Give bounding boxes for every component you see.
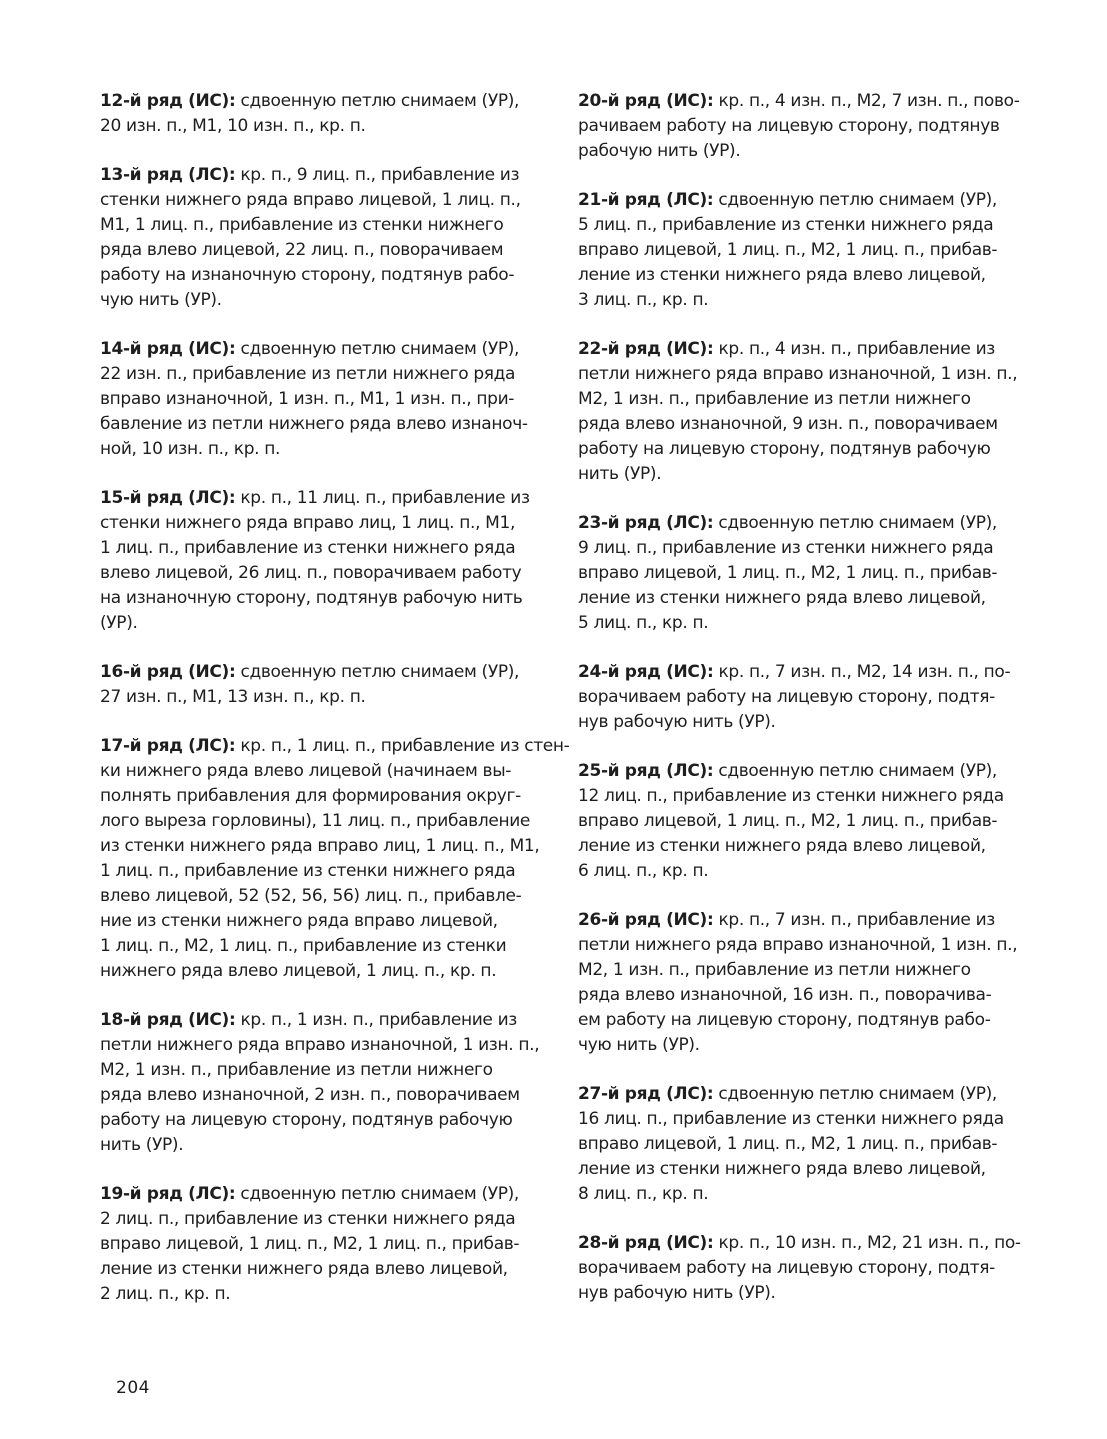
instruction-line	[578, 859, 1038, 884]
instruction-line	[100, 238, 555, 263]
row-text: (УР).	[100, 613, 138, 633]
row-text: работу на лицевую сторону, подтянув рабочую	[100, 1110, 513, 1130]
row-label: 24-й ряд (ИС):	[578, 662, 714, 682]
row-text: ряда влево лицевой, 22 лиц. п., поворачиваем	[100, 240, 504, 260]
row-instruction	[578, 188, 1038, 313]
instruction-line	[100, 784, 555, 809]
instruction-line	[578, 188, 1038, 213]
row-text: бавление из петли нижнего ряда влево изнаноч-	[100, 414, 528, 434]
row-text: 27 изн. п., М1, 13 изн. п., кр. п.	[100, 687, 366, 707]
row-instruction	[100, 1008, 555, 1158]
instruction-line	[578, 536, 1038, 561]
row-instruction	[578, 759, 1038, 884]
page-number: 204	[116, 1378, 150, 1398]
row-text: чую нить (УР).	[100, 290, 222, 310]
instruction-line	[578, 114, 1038, 139]
instruction-line	[578, 660, 1038, 685]
left-column	[100, 89, 570, 1331]
row-text: ной, 10 изн. п., кр. п.	[100, 439, 281, 459]
instruction-line	[100, 213, 555, 238]
row-text: петли нижнего ряда вправо изнаночной, 1 изн. п.,	[578, 935, 1018, 955]
instruction-line	[100, 1207, 555, 1232]
row-text: вправо лицевой, 1 лиц. п., М2, 1 лиц. п., прибав-	[578, 1134, 998, 1154]
instruction-line	[578, 710, 1038, 735]
row-text: 20 изн. п., М1, 10 изн. п., кр. п.	[100, 116, 366, 136]
instruction-line	[100, 959, 555, 984]
row-text: ление из стенки нижнего ряда влево лицевой,	[578, 588, 986, 608]
row-instruction	[100, 163, 555, 313]
instruction-line	[100, 809, 555, 834]
row-text: петли нижнего ряда вправо изнаночной, 1 изн. п.,	[100, 1035, 540, 1055]
row-text: ки нижнего ряда влево лицевой (начинаем вы-	[100, 761, 512, 781]
instruction-line	[578, 809, 1038, 834]
row-label: 15-й ряд (ЛС):	[100, 488, 236, 508]
row-label: 22-й ряд (ИС):	[578, 339, 714, 359]
row-instruction	[100, 337, 555, 462]
row-text: 12 лиц. п., прибавление из стенки нижнего ряда	[578, 786, 1004, 806]
row-text: сдвоенную петлю снимаем (УР),	[235, 91, 520, 111]
instruction-line	[578, 1008, 1038, 1033]
instruction-line	[578, 1182, 1038, 1207]
row-instruction	[578, 337, 1038, 487]
row-instruction	[578, 1082, 1038, 1207]
instruction-line	[100, 1108, 555, 1133]
row-label: 20-й ряд (ИС):	[578, 91, 714, 111]
row-text: ем работу на лицевую сторону, подтянув рабо-	[578, 1010, 991, 1030]
instruction-line	[100, 362, 555, 387]
instruction-line	[578, 1231, 1038, 1256]
row-text: кр. п., 7 изн. п., прибавление из	[713, 910, 995, 930]
instruction-line	[100, 859, 555, 884]
row-label: 28-й ряд (ИС):	[578, 1233, 714, 1253]
instruction-line	[100, 89, 555, 114]
row-text: вправо изнаночной, 1 изн. п., М1, 1 изн. п., при-	[100, 389, 515, 409]
instruction-line	[578, 437, 1038, 462]
instruction-line	[578, 561, 1038, 586]
instruction-line	[100, 511, 555, 536]
instruction-line	[578, 611, 1038, 636]
row-text: нить (УР).	[100, 1135, 184, 1155]
row-instruction	[100, 486, 555, 636]
instruction-line	[578, 238, 1038, 263]
row-text: из стенки нижнего ряда вправо лиц, 1 лиц. п., М1,	[100, 836, 540, 856]
row-label: 14-й ряд (ИС):	[100, 339, 236, 359]
instruction-line	[578, 685, 1038, 710]
row-text: 2 лиц. п., кр. п.	[100, 1284, 231, 1304]
instruction-line	[100, 1083, 555, 1108]
row-text: сдвоенную петлю снимаем (УР),	[713, 1084, 997, 1104]
instruction-line	[100, 909, 555, 934]
row-label: 17-й ряд (ЛС):	[100, 736, 236, 756]
row-text: стенки нижнего ряда вправо лицевой, 1 лиц. п.,	[100, 190, 521, 210]
row-text: 1 лиц. п., прибавление из стенки нижнего ряда	[100, 538, 516, 558]
row-instruction	[100, 89, 555, 139]
row-text: 16 лиц. п., прибавление из стенки нижнего ряда	[578, 1109, 1004, 1129]
row-label: 13-й ряд (ЛС):	[100, 165, 236, 185]
row-label: 18-й ряд (ИС):	[100, 1010, 236, 1030]
row-label: 26-й ряд (ИС):	[578, 910, 714, 930]
row-text: чую нить (УР).	[578, 1035, 700, 1055]
instruction-line	[578, 89, 1038, 114]
instruction-line	[100, 337, 555, 362]
instruction-line	[578, 908, 1038, 933]
row-text: кр. п., 9 лиц. п., прибавление из	[235, 165, 520, 185]
row-text: рачиваем работу на лицевую сторону, подтянув	[578, 116, 1000, 136]
row-text: полнять прибавления для формирования округ-	[100, 786, 521, 806]
row-text: вправо лицевой, 1 лиц. п., М2, 1 лиц. п., прибав-	[100, 1234, 520, 1254]
instruction-line	[100, 1058, 555, 1083]
row-text: ряда влево изнаночной, 2 изн. п., поворачиваем	[100, 1085, 520, 1105]
row-text: сдвоенную петлю снимаем (УР),	[235, 339, 520, 359]
instruction-line	[100, 934, 555, 959]
row-label: 21-й ряд (ЛС):	[578, 190, 714, 210]
row-label: 23-й ряд (ЛС):	[578, 513, 714, 533]
row-text: вправо лицевой, 1 лиц. п., М2, 1 лиц. п., прибав-	[578, 811, 998, 831]
row-text: кр. п., 4 изн. п., М2, 7 изн. п., пово-	[713, 91, 1020, 111]
row-instruction	[578, 908, 1038, 1058]
instruction-line	[578, 1281, 1038, 1306]
instruction-line	[100, 759, 555, 784]
instruction-line	[578, 759, 1038, 784]
row-instruction	[578, 511, 1038, 636]
row-text: кр. п., 10 изн. п., М2, 21 изн. п., по-	[713, 1233, 1021, 1253]
row-text: сдвоенную петлю снимаем (УР),	[235, 1184, 519, 1204]
instruction-line	[578, 1107, 1038, 1132]
instruction-line	[100, 561, 555, 586]
instruction-line	[578, 958, 1038, 983]
instruction-line	[100, 1282, 555, 1307]
right-column	[578, 89, 1038, 1330]
instruction-line	[578, 1157, 1038, 1182]
row-text: на изнаночную сторону, подтянув рабочую нить	[100, 588, 523, 608]
row-text: 3 лиц. п., кр. п.	[578, 290, 709, 310]
row-text: ние из стенки нижнего ряда вправо лицевой,	[100, 911, 498, 931]
instruction-line	[578, 462, 1038, 487]
row-text: 1 лиц. п., прибавление из стенки нижнего ряда	[100, 861, 516, 881]
instruction-line	[578, 362, 1038, 387]
instruction-line	[100, 734, 570, 759]
row-instruction	[578, 89, 1038, 164]
instruction-line	[578, 263, 1038, 288]
row-label: 19-й ряд (ЛС):	[100, 1184, 236, 1204]
row-text: петли нижнего ряда вправо изнаночной, 1 изн. п.,	[578, 364, 1018, 384]
row-text: 5 лиц. п., прибавление из стенки нижнего ряда	[578, 215, 994, 235]
instruction-line	[100, 387, 555, 412]
instruction-line	[100, 114, 555, 139]
row-text: сдвоенную петлю снимаем (УР),	[713, 761, 997, 781]
instruction-line	[578, 288, 1038, 313]
row-text: кр. п., 1 лиц. п., прибавление из стен-	[235, 736, 570, 756]
row-text: сдвоенную петлю снимаем (УР),	[713, 513, 997, 533]
row-text: кр. п., 7 изн. п., М2, 14 изн. п., по-	[713, 662, 1011, 682]
instruction-line	[100, 685, 555, 710]
instruction-line	[578, 983, 1038, 1008]
row-text: кр. п., 4 изн. п., прибавление из	[713, 339, 995, 359]
instruction-line	[100, 1033, 555, 1058]
row-text: ление из стенки нижнего ряда влево лицевой,	[100, 1259, 508, 1279]
row-text: М2, 1 изн. п., прибавление из петли нижнего	[578, 960, 971, 980]
row-text: сдвоенную петлю снимаем (УР),	[235, 662, 520, 682]
row-text: ление из стенки нижнего ряда влево лицевой,	[578, 836, 986, 856]
row-text: нув рабочую нить (УР).	[578, 712, 776, 732]
instruction-line	[578, 1082, 1038, 1107]
row-text: нить (УР).	[578, 464, 662, 484]
instruction-line	[578, 586, 1038, 611]
instruction-line	[578, 511, 1038, 536]
instruction-line	[100, 437, 555, 462]
row-text: ление из стенки нижнего ряда влево лицевой,	[578, 265, 986, 285]
row-text: работу на лицевую сторону, подтянув рабочую	[578, 439, 991, 459]
instruction-line	[578, 784, 1038, 809]
instruction-line	[578, 412, 1038, 437]
instruction-line	[100, 263, 555, 288]
instruction-line	[578, 1033, 1038, 1058]
row-text: вправо лицевой, 1 лиц. п., М2, 1 лиц. п., прибав-	[578, 563, 998, 583]
instruction-line	[578, 1132, 1038, 1157]
row-text: 1 лиц. п., М2, 1 лиц. п., прибавление из стенки	[100, 936, 507, 956]
instruction-line	[578, 337, 1038, 362]
instruction-line	[100, 611, 555, 636]
row-text: кр. п., 1 изн. п., прибавление из	[235, 1010, 517, 1030]
row-text: влево лицевой, 26 лиц. п., поворачиваем работу	[100, 563, 522, 583]
instruction-line	[100, 1133, 555, 1158]
row-label: 27-й ряд (ЛС):	[578, 1084, 714, 1104]
instruction-line	[100, 586, 555, 611]
instruction-line	[100, 834, 555, 859]
row-text: нув рабочую нить (УР).	[578, 1283, 776, 1303]
row-text: М2, 1 изн. п., прибавление из петли нижнего	[100, 1060, 493, 1080]
row-text: ряда влево изнаночной, 9 изн. п., поворачиваем	[578, 414, 998, 434]
instruction-line	[578, 834, 1038, 859]
instruction-line	[100, 188, 555, 213]
instruction-line	[578, 1256, 1038, 1281]
row-text: рабочую нить (УР).	[578, 141, 741, 161]
row-text: сдвоенную петлю снимаем (УР),	[713, 190, 997, 210]
row-label: 25-й ряд (ЛС):	[578, 761, 714, 781]
row-text: ворачиваем работу на лицевую сторону, подтя-	[578, 687, 995, 707]
row-text: нижнего ряда влево лицевой, 1 лиц. п., кр. п.	[100, 961, 497, 981]
instruction-line	[578, 933, 1038, 958]
instruction-line	[578, 387, 1038, 412]
row-text: 2 лиц. п., прибавление из стенки нижнего ряда	[100, 1209, 516, 1229]
row-text: стенки нижнего ряда вправо лиц, 1 лиц. п., М1,	[100, 513, 516, 533]
instruction-line	[578, 213, 1038, 238]
row-text: лого выреза горловины), 11 лиц. п., прибавление	[100, 811, 531, 831]
row-text: ление из стенки нижнего ряда влево лицевой,	[578, 1159, 986, 1179]
instruction-line	[100, 660, 555, 685]
instruction-line	[100, 1008, 555, 1033]
instruction-line	[100, 1232, 555, 1257]
row-text: 9 лиц. п., прибавление из стенки нижнего ряда	[578, 538, 994, 558]
row-text: ворачиваем работу на лицевую сторону, подтя-	[578, 1258, 995, 1278]
row-label: 12-й ряд (ИС):	[100, 91, 236, 111]
instruction-line	[100, 163, 555, 188]
row-text: 6 лиц. п., кр. п.	[578, 861, 709, 881]
instruction-line	[100, 1257, 555, 1282]
row-label: 16-й ряд (ИС):	[100, 662, 236, 682]
instruction-line	[100, 1182, 555, 1207]
row-instruction	[578, 660, 1038, 735]
row-text: вправо лицевой, 1 лиц. п., М2, 1 лиц. п., прибав-	[578, 240, 998, 260]
row-instruction	[578, 1231, 1038, 1306]
instruction-line	[100, 412, 555, 437]
row-text: влево лицевой, 52 (52, 56, 56) лиц. п., прибавле-	[100, 886, 522, 906]
instruction-line	[100, 536, 555, 561]
instruction-line	[100, 884, 555, 909]
row-text: 5 лиц. п., кр. п.	[578, 613, 709, 633]
row-instruction	[100, 660, 555, 710]
row-instruction	[100, 1182, 555, 1307]
row-text: кр. п., 11 лиц. п., прибавление из	[235, 488, 530, 508]
row-text: М2, 1 изн. п., прибавление из петли нижнего	[578, 389, 971, 409]
instruction-line	[100, 288, 555, 313]
row-text: М1, 1 лиц. п., прибавление из стенки нижнего	[100, 215, 504, 235]
row-text: ряда влево изнаночной, 16 изн. п., поворачива-	[578, 985, 992, 1005]
row-instruction	[100, 734, 570, 984]
row-text: работу на изнаночную сторону, подтянув рабо-	[100, 265, 515, 285]
instruction-line	[100, 486, 555, 511]
instruction-line	[578, 139, 1038, 164]
row-text: 8 лиц. п., кр. п.	[578, 1184, 709, 1204]
row-text: 22 изн. п., прибавление из петли нижнего ряда	[100, 364, 516, 384]
